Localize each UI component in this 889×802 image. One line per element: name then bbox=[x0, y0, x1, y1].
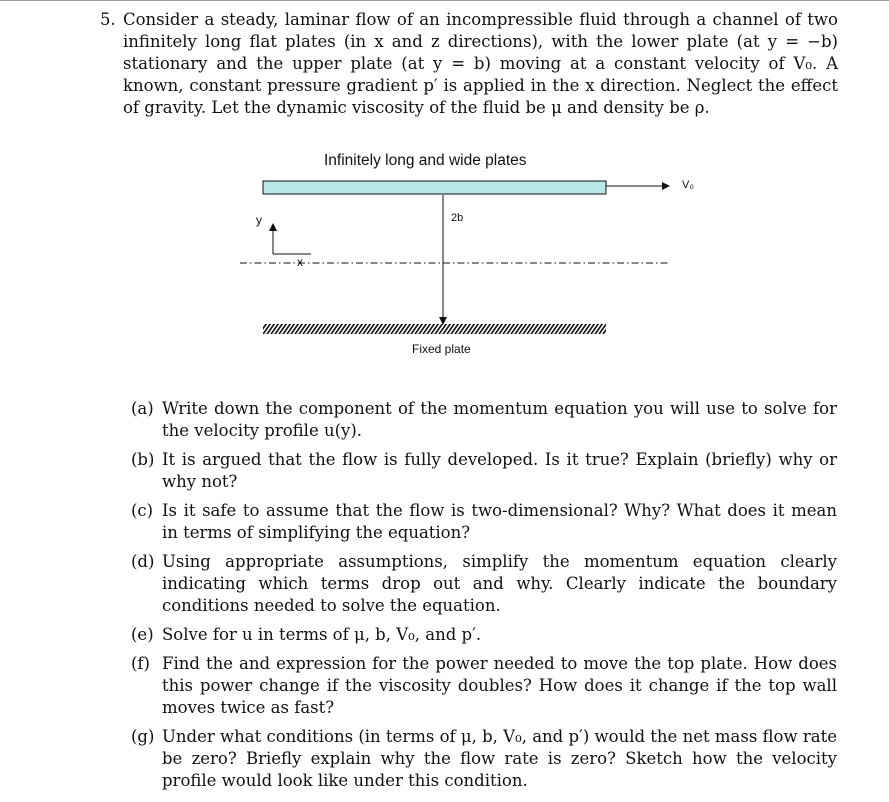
figure-title: Infinitely long and wide plates bbox=[324, 152, 527, 169]
part-text: Solve for u in terms of μ, b, V₀, and p′. bbox=[162, 625, 482, 644]
x-axis-label: x bbox=[297, 255, 303, 269]
part-text: Is it safe to assume that the flow is two-dimensional? Why? What does it mean in terms of simplifying the equation? bbox=[162, 501, 837, 542]
part-text: It is argued that the flow is fully developed. Is it true? Explain (briefly) why or why not? bbox=[162, 450, 837, 491]
part-label: (b) bbox=[131, 450, 155, 469]
question-part-g bbox=[131, 726, 837, 792]
question-part-b bbox=[131, 449, 837, 493]
channel-flow-figure bbox=[235, 150, 694, 365]
question-part-a bbox=[131, 398, 837, 442]
gap-label: 2b bbox=[451, 212, 464, 224]
question-part-d bbox=[131, 551, 837, 617]
fixed-plate-label: Fixed plate bbox=[412, 342, 471, 356]
part-label: (d) bbox=[131, 552, 155, 571]
part-label: (f) bbox=[131, 654, 150, 673]
fixed-bottom-plate bbox=[263, 324, 606, 334]
velocity-label: V₀ bbox=[682, 179, 694, 191]
part-label: (c) bbox=[131, 501, 154, 520]
part-text: Under what conditions (in terms of μ, b, V₀, and p′) would the net mass flow rate be zero? Briefly explain why the flow rate is zero? Sketch how the velocity profile would look like under this condition. bbox=[162, 727, 837, 790]
question-part-c bbox=[131, 500, 837, 544]
part-label: (g) bbox=[131, 727, 155, 746]
problem-number: 5. bbox=[100, 10, 116, 29]
part-label: (a) bbox=[131, 399, 154, 418]
part-text: Find the and expression for the power needed to move the top plate. How does this power change if the viscosity doubles? How does it change if the top wall moves twice as fast? bbox=[162, 654, 837, 717]
part-text: Write down the component of the momentum equation you will use to solve for the velocity profile u(y). bbox=[162, 399, 837, 440]
question-parts bbox=[131, 398, 837, 799]
moving-top-plate bbox=[263, 181, 606, 194]
problem-text: Consider a steady, laminar flow of an incompressible fluid through a channel of two infinitely long flat plates (in x and z directions), with the lower plate (at y = −b) stationary and the upper plate (at y = b) moving at a constant velocity of V₀. A known, constant pressure gradient p′ is applied in the x direction. Neglect the effect of gravity. Let the dynamic viscosity of the fluid be μ and density be ρ. bbox=[123, 10, 838, 117]
y-axis-label: y bbox=[256, 213, 262, 227]
top-rule bbox=[0, 0, 889, 1]
problem-statement bbox=[100, 9, 838, 119]
question-part-e bbox=[131, 624, 837, 646]
part-label: (e) bbox=[131, 625, 154, 644]
question-part-f bbox=[131, 653, 837, 719]
part-text: Using appropriate assumptions, simplify the momentum equation clearly indicating which terms drop out and why. Clearly indicate the boundary conditions needed to solve the equation. bbox=[162, 552, 837, 615]
